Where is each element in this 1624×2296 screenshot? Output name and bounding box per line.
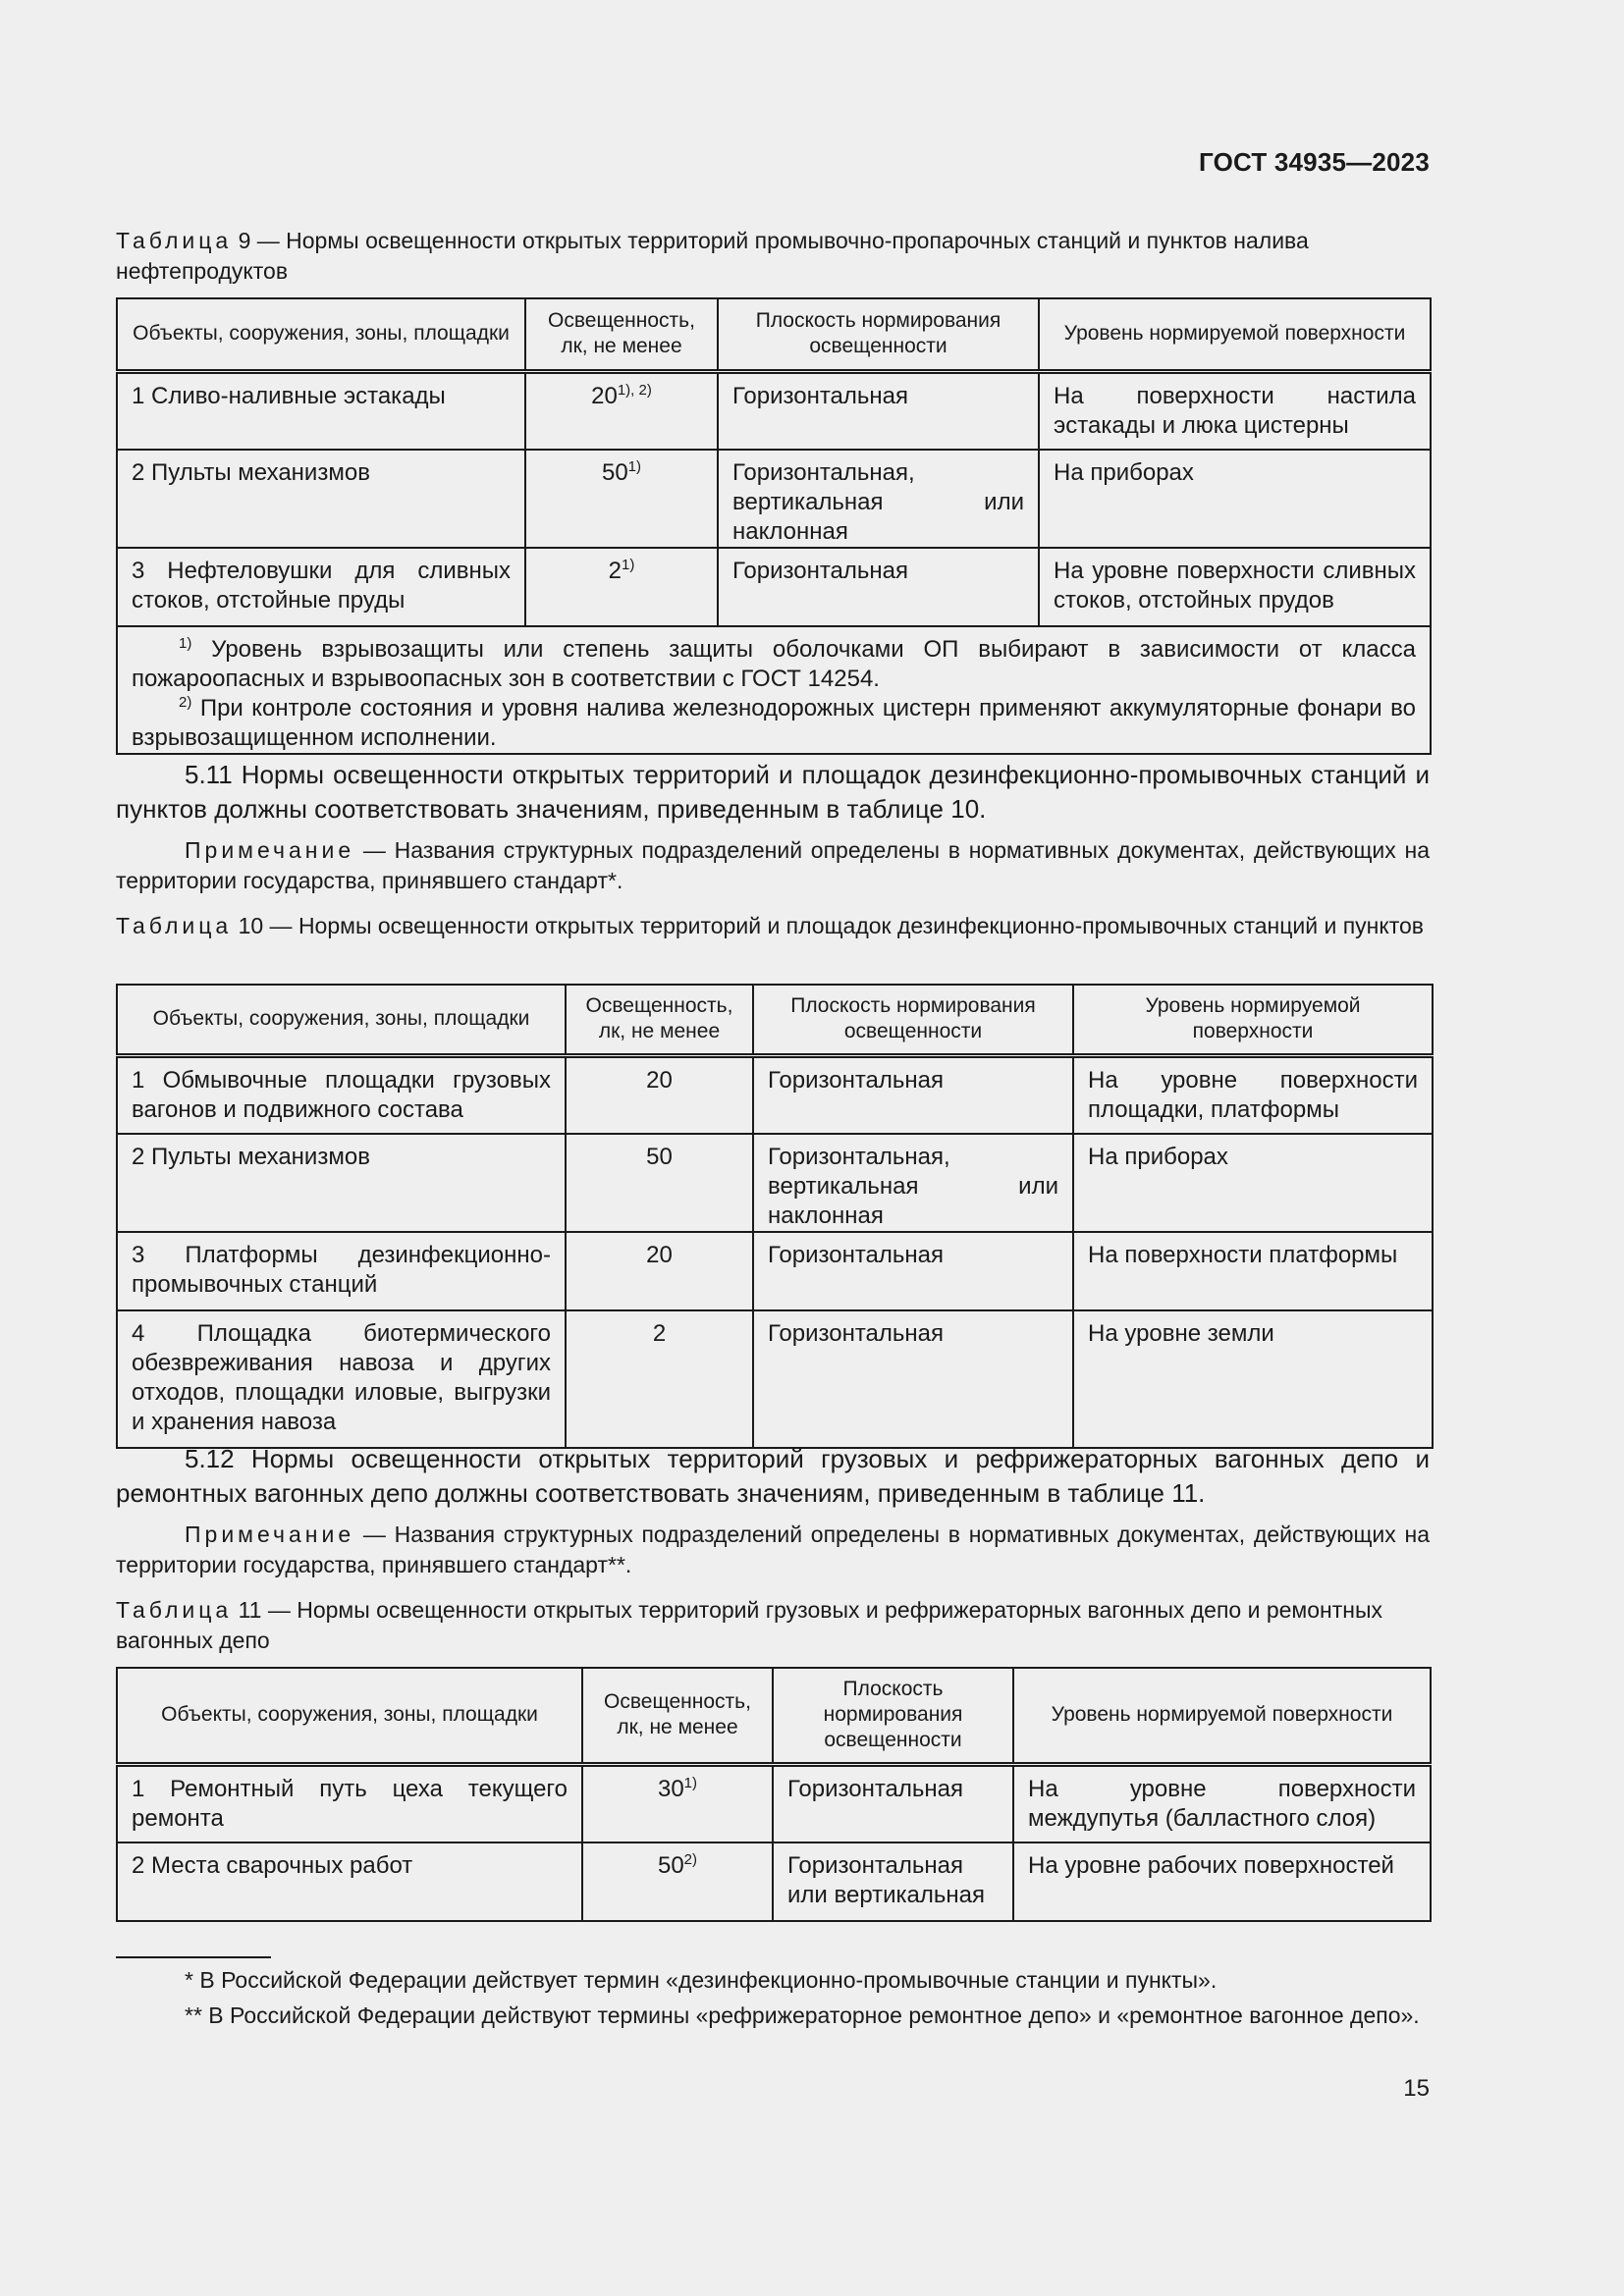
cell-object: 3 Платформы дезинфекционно-промывочных станций: [117, 1232, 566, 1310]
table11-caption: [116, 1595, 1430, 1656]
section-5-11-note: Примечание — Названия структурных подразделений определены в нормативных документах, действующих на территории государства, принявшего стандарт*.: [116, 837, 1430, 893]
header-objects: Объекты, сооружения, зоны, площадки: [117, 298, 525, 371]
cell-plane: Горизонтальная: [773, 1764, 1013, 1842]
header-objects: Объекты, сооружения, зоны, площадки: [117, 985, 566, 1055]
cell-object: 3 Нефтеловушки для сливных стоков, отстойные пруды: [117, 548, 525, 626]
table-row: [117, 1842, 1431, 1921]
table-caption-text: 11 — Нормы освещенности открытых территорий грузовых и рефрижераторных вагонных депо и ремонтных вагонных депо: [116, 1597, 1382, 1653]
cell-level: На поверхности платформы: [1073, 1232, 1433, 1310]
cell-level: На поверхности настила эстакады и люка цистерны: [1039, 371, 1431, 450]
table-caption-text: 9 — Нормы освещенности открытых территорий промывочно-пропарочных станций и пунктов налива нефтепродуктов: [116, 228, 1309, 284]
cell-plane: Горизонтальная: [753, 1310, 1073, 1448]
section-5-11-paragraph: 5.11 Нормы освещенности открытых территорий и площадок дезинфекционно-промывочных станций и пунктов должны соответствовать значениям, приведенным в таблице 10.: [116, 760, 1430, 824]
table-row: [117, 1310, 1433, 1448]
cell-object: 1 Сливо-наливные эстакады: [117, 371, 525, 450]
table-footnote: $^{1)}$ Уровень взрывозащиты или степень защиты оболочками ОП выбирают в зависимости от класса пожароопасных и взрывоопасных зон в соответствии с ГОСТ 14254.: [132, 635, 1416, 692]
table-footnote: $^{2)}$ При контроле состояния и уровня налива железнодорожных цистерн применяют аккумуляторные фонари во взрывозащищенном исполнении.: [132, 694, 1416, 751]
cell-level: На уровне рабочих поверхностей: [1013, 1842, 1431, 1921]
table-caption-prefix: Таблица: [116, 228, 233, 253]
section-5-12-note: Примечание — Названия структурных подразделений определены в нормативных документах, действующих на территории государства, принявшего стандарт**.: [116, 1522, 1430, 1577]
header-plane: Плоскость нормирования освещенности: [718, 298, 1039, 371]
cell-object: 1 Ремонтный путь цеха текущего ремонта: [117, 1764, 582, 1842]
header-objects: Объекты, сооружения, зоны, площадки: [117, 1668, 582, 1764]
cell-object: 2 Пульты механизмов: [117, 1134, 566, 1232]
table-caption-prefix: Таблица: [116, 913, 233, 938]
cell-plane: Горизонтальная, вертикальная или наклонная: [753, 1134, 1073, 1232]
table-footnotes-row: [117, 626, 1431, 754]
table10-caption: [116, 911, 1430, 941]
table-row: [117, 1232, 1433, 1310]
table-header-row: [117, 985, 1433, 1055]
header-plane: Плоскость нормирования освещенности: [753, 985, 1073, 1055]
table-10: [116, 984, 1434, 1449]
section-5-12-paragraph: 5.12 Нормы освещенности открытых территорий грузовых и рефрижераторных вагонных депо и ремонтных вагонных депо должны соответствовать значениям, приведенным в таблице 11.: [116, 1444, 1430, 1508]
header-lux: Освещенность, лк, не менее: [525, 298, 718, 371]
cell-object: 2 Места сварочных работ: [117, 1842, 582, 1921]
cell-lux: 50$^{1)}$: [525, 450, 718, 548]
footnote-ref: 1): [622, 557, 635, 573]
cell-lux: 30$^{1)}$: [582, 1764, 773, 1842]
cell-object: 1 Обмывочные площадки грузовых вагонов и подвижного состава: [117, 1055, 566, 1134]
table-row: [117, 1134, 1433, 1232]
cell-plane: Горизонтальная или вертикальная: [773, 1842, 1013, 1921]
cell-level: На уровне земли: [1073, 1310, 1433, 1448]
cell-lux: 20: [566, 1055, 753, 1134]
table-9: [116, 297, 1432, 755]
header-lux: Освещенность, лк, не менее: [566, 985, 753, 1055]
cell-lux: 2$^{1)}$: [525, 548, 718, 626]
cell-level: На приборах: [1073, 1134, 1433, 1232]
table-row: [117, 450, 1431, 548]
footnote-ref: 1), 2): [617, 381, 652, 399]
footnote-separator: [116, 1956, 271, 1958]
page-number: 15: [1403, 2075, 1430, 2102]
table-header-row: [117, 298, 1431, 371]
document-code: ГОСТ 34935—2023: [1199, 147, 1430, 177]
cell-plane: Горизонтальная: [718, 371, 1039, 450]
cell-plane: Горизонтальная: [753, 1055, 1073, 1134]
table-footnotes: [117, 626, 1431, 754]
cell-lux: 20: [566, 1232, 753, 1310]
cell-object: 2 Пульты механизмов: [117, 450, 525, 548]
cell-lux: 2: [566, 1310, 753, 1448]
table-row: [117, 548, 1431, 626]
cell-level: На уровне поверхности междупутья (балластного слоя): [1013, 1764, 1431, 1842]
table-row: [117, 1764, 1431, 1842]
table-row: [117, 371, 1431, 450]
cell-lux: 50: [566, 1134, 753, 1232]
cell-object: 4 Площадка биотермического обезвреживания навоза и других отходов, площадки иловые, выгрузки и хранения навоза: [117, 1310, 566, 1448]
table-caption-prefix: Таблица: [116, 1597, 233, 1623]
table-header-row: [117, 1668, 1431, 1764]
cell-level: На уровне поверхности площадки, платформы: [1073, 1055, 1433, 1134]
table9-caption: [116, 226, 1430, 287]
header-level: Уровень нормируемой поверхности: [1039, 298, 1431, 371]
cell-plane: Горизонтальная: [718, 548, 1039, 626]
cell-lux: 50$^{2)}$: [582, 1842, 773, 1921]
cell-level: На уровне поверхности сливных стоков, отстойных прудов: [1039, 548, 1431, 626]
cell-level: На приборах: [1039, 450, 1431, 548]
cell-lux: $20^{1), 2)}$: [525, 371, 718, 450]
cell-plane: Горизонтальная: [753, 1232, 1073, 1310]
page-footnote: ** В Российской Федерации действуют термины «рефрижераторное ремонтное депо» и «ремонтное вагонное депо».: [185, 2002, 1420, 2028]
header-level: Уровень нормируемой поверхности: [1073, 985, 1433, 1055]
table-11: [116, 1667, 1432, 1922]
header-lux: Освещенность, лк, не менее: [582, 1668, 773, 1764]
footnote-ref: 2): [683, 1851, 698, 1868]
footnote-ref: 1): [683, 1774, 698, 1791]
cell-plane: Горизонтальная, вертикальная или наклонная: [718, 450, 1039, 548]
page-footnote: * В Российской Федерации действует термин «дезинфекционно-промывочные станции и пункты».: [185, 1967, 1218, 1993]
table-caption-text: 10 — Нормы освещенности открытых территорий и площадок дезинфекционно-промывочных станций и пунктов: [232, 913, 1424, 938]
header-level: Уровень нормируемой поверхности: [1013, 1668, 1431, 1764]
header-plane: Плоскость нормирования освещенности: [773, 1668, 1013, 1764]
footnote-ref: 1): [627, 458, 642, 475]
table-row: [117, 1055, 1433, 1134]
